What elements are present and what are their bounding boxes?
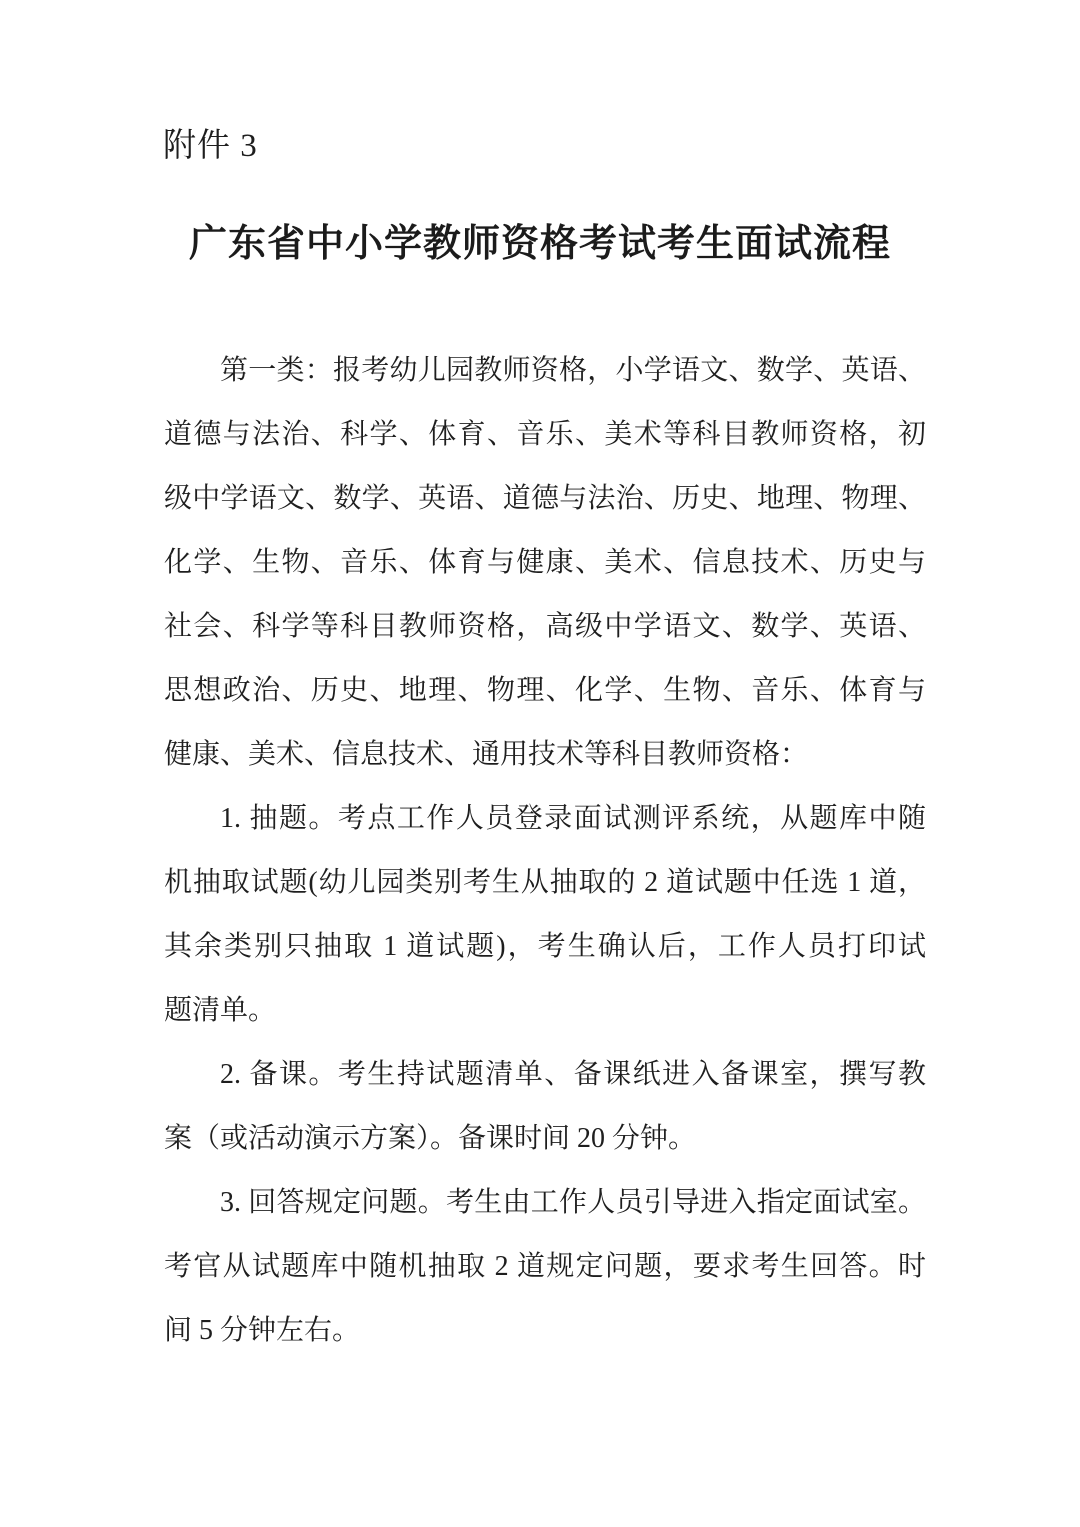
- attachment-label: 附件 3: [163, 128, 258, 164]
- text-line: 2. 备课。考生持试题清单、备课纸进入备课室，撰写教: [220, 1059, 926, 1090]
- text-line: 道德与法治、科学、体育、音乐、美术等科目教师资格，初: [164, 419, 926, 450]
- text-line: 第一类：报考幼儿园教师资格，小学语文、数学、英语、: [220, 355, 926, 386]
- text-line: 3. 回答规定问题。考生由工作人员引导进入指定面试室。: [220, 1187, 926, 1218]
- text-line: 其余类别只抽取 1 道试题)，考生确认后，工作人员打印试: [164, 931, 926, 962]
- document-title: 广东省中小学教师资格考试考生面试流程: [188, 223, 891, 265]
- text-line: 机抽取试题(幼儿园类别考生从抽取的 2 道试题中任选 1 道，: [164, 867, 926, 898]
- document-body: [164, 339, 926, 1363]
- text-line: 题清单。: [164, 995, 277, 1026]
- text-line: 1. 抽题。考点工作人员登录面试测评系统，从题库中随: [220, 803, 926, 834]
- text-line: 间 5 分钟左右。: [164, 1315, 361, 1346]
- text-line: 化学、生物、音乐、体育与健康、美术、信息技术、历史与: [164, 547, 926, 578]
- text-line: 案（或活动演示方案）。备课时间 20 分钟。: [164, 1123, 697, 1154]
- text-line: 考官从试题库中随机抽取 2 道规定问题，要求考生回答。时: [164, 1251, 926, 1282]
- text-line: 思想政治、历史、地理、物理、化学、生物、音乐、体育与: [164, 675, 926, 706]
- text-line: 社会、科学等科目教师资格，高级中学语文、数学、英语、: [164, 611, 926, 642]
- text-line: 健康、美术、信息技术、通用技术等科目教师资格：: [164, 739, 809, 770]
- text-line: 级中学语文、数学、英语、道德与法治、历史、地理、物理、: [164, 483, 926, 514]
